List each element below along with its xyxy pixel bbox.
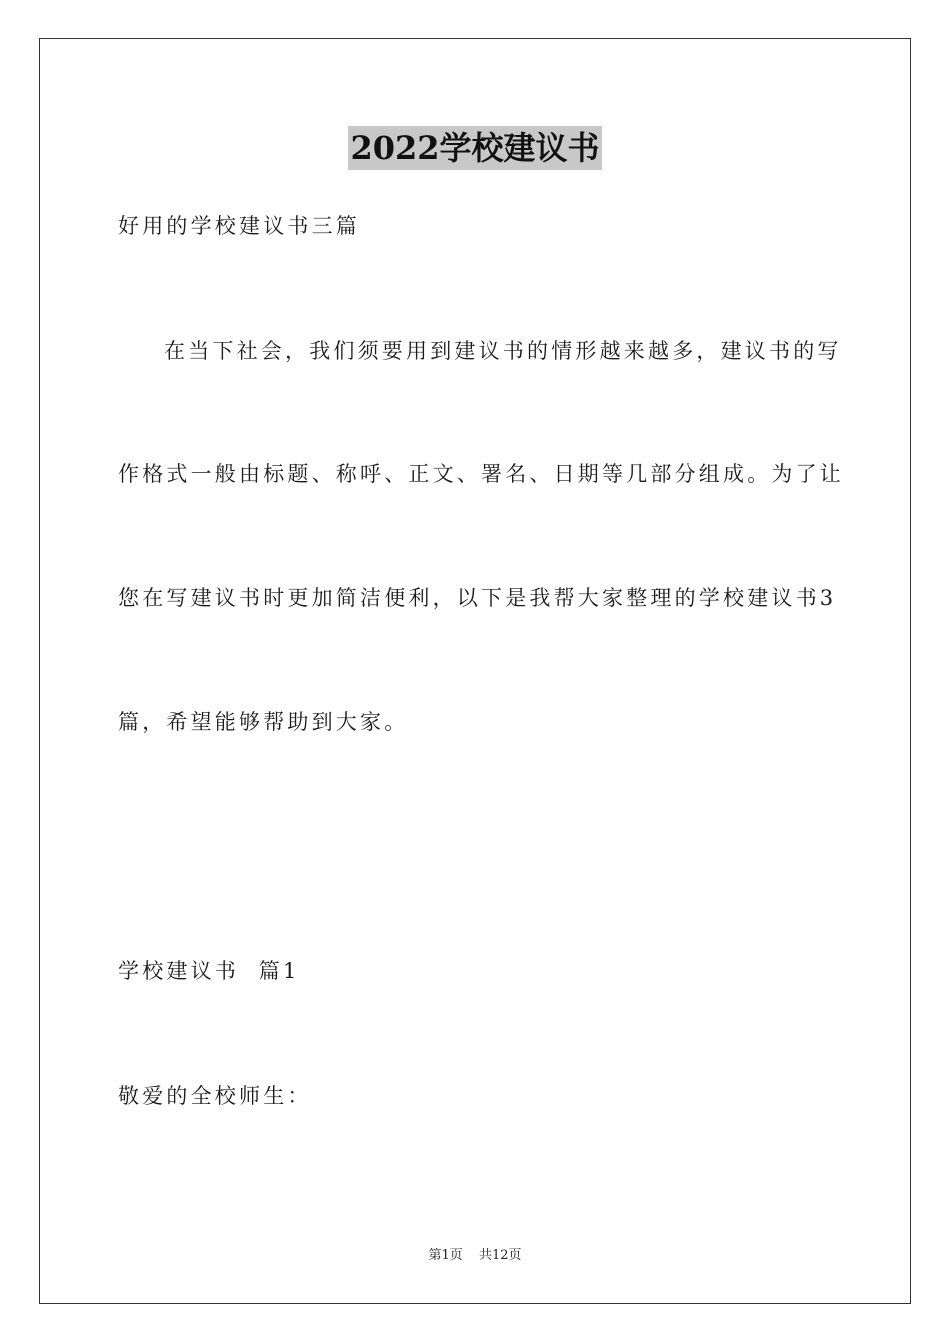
document-title: 2022学校建议书 — [348, 126, 601, 170]
title-container — [0, 126, 950, 170]
salutation: 敬爱的全校师生： — [118, 1084, 312, 1108]
paragraph-line-1: 在当下社会，我们须要用到建议书的情形越来越多，建议书的写 — [164, 339, 842, 363]
page-number-total: 共12页 — [478, 1248, 522, 1263]
section-heading: 学校建议书 篇1 — [118, 959, 300, 983]
paragraph-line-4: 篇，希望能够帮助到大家。 — [118, 710, 409, 734]
page-footer — [0, 1247, 950, 1265]
document-subtitle: 好用的学校建议书三篇 — [118, 214, 360, 238]
paragraph-line-2: 作格式一般由标题、称呼、正文、署名、日期等几部分组成。为了让 — [118, 462, 844, 486]
page-number-current: 第1页 — [428, 1248, 463, 1263]
paragraph-line-3: 您在写建议书时更加简洁便利，以下是我帮大家整理的学校建议书3 — [118, 586, 837, 610]
